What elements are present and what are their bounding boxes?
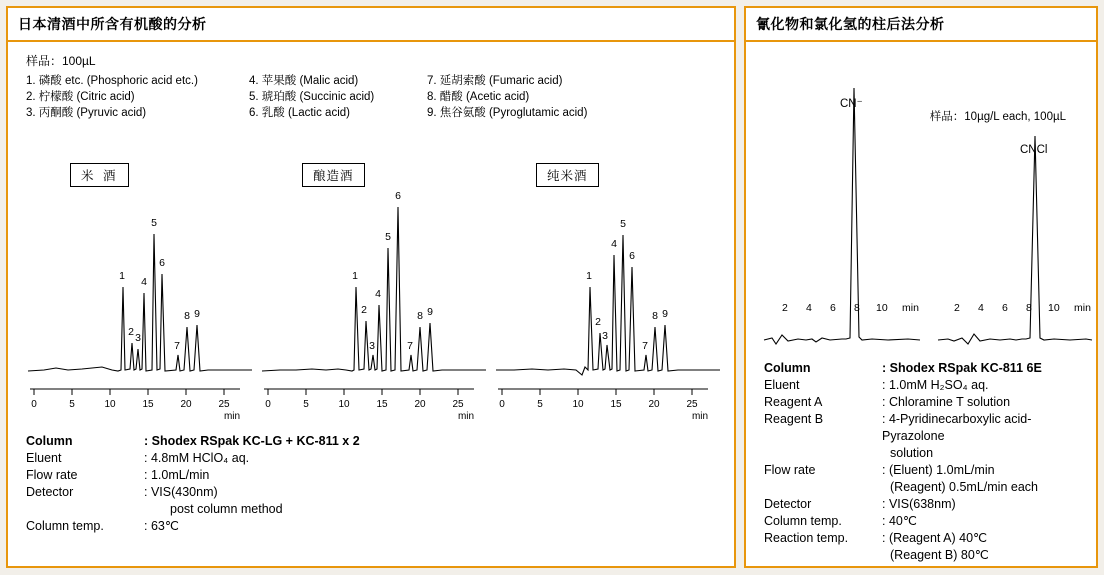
svg-text:25: 25 — [686, 399, 698, 410]
condition-row — [764, 547, 1084, 564]
condition-row — [26, 484, 722, 501]
condition-key: Eluent — [26, 451, 62, 465]
condition-key: Detector — [764, 497, 812, 511]
right-conditions-table — [764, 360, 1084, 564]
svg-text:6: 6 — [395, 190, 401, 202]
svg-text:9: 9 — [194, 308, 200, 320]
svg-text:1: 1 — [119, 270, 125, 282]
svg-text:0: 0 — [499, 399, 505, 410]
condition-row — [26, 433, 722, 450]
svg-text:10: 10 — [572, 399, 584, 410]
svg-text:10: 10 — [104, 399, 116, 410]
condition-key: Column temp. — [764, 514, 842, 528]
svg-text:2: 2 — [361, 304, 367, 316]
svg-text:7: 7 — [642, 340, 648, 352]
svg-text:0: 0 — [265, 399, 271, 410]
svg-text:20: 20 — [648, 399, 660, 410]
condition-key: Detector — [26, 485, 74, 499]
axis-tick: 4 — [806, 302, 812, 314]
svg-text:4: 4 — [611, 238, 617, 250]
condition-key — [764, 445, 882, 462]
svg-text:5: 5 — [537, 399, 543, 410]
legend-item: 6. 乳酸 (Lactic acid) — [249, 107, 350, 119]
condition-value: : Chloramine T solution — [882, 395, 1011, 409]
svg-text:25: 25 — [452, 399, 464, 410]
condition-row — [764, 530, 1084, 547]
condition-value: : 4.8mM HClO₄ aq. — [144, 451, 250, 465]
svg-text:20: 20 — [414, 399, 426, 410]
right-panel — [744, 6, 1098, 568]
legend-column-3 — [427, 73, 665, 121]
left-panel — [6, 6, 736, 568]
axis-tick: 6 — [830, 302, 836, 314]
condition-value: : VIS(430nm) — [144, 485, 218, 499]
condition-key — [26, 501, 144, 518]
condition-value: : 1.0mM H₂SO₄ aq. — [882, 378, 989, 392]
axis-tick: 8 — [1026, 302, 1032, 314]
svg-text:5: 5 — [620, 218, 626, 230]
condition-value: : Shodex RSpak KC-LG + KC-811 x 2 — [144, 434, 360, 448]
axis-tick: 10 — [876, 302, 888, 314]
svg-text:20: 20 — [180, 399, 192, 410]
condition-row — [764, 360, 1084, 377]
svg-text:3: 3 — [135, 332, 141, 344]
chromatogram-1 — [26, 127, 254, 427]
axis-tick: 2 — [954, 302, 960, 314]
svg-text:2: 2 — [595, 316, 601, 328]
svg-text:4: 4 — [141, 276, 147, 288]
svg-text:min: min — [457, 411, 475, 422]
svg-text:15: 15 — [376, 399, 388, 410]
svg-text:min: min — [223, 411, 241, 422]
condition-value: (Reagent B) 80℃ — [890, 548, 989, 562]
svg-text:9: 9 — [662, 308, 668, 320]
axis-tick: 6 — [1002, 302, 1008, 314]
svg-text:3: 3 — [602, 330, 608, 342]
chromatogram-1-trace — [26, 127, 254, 427]
svg-text:10: 10 — [338, 399, 350, 410]
legend-item: 5. 琥珀酸 (Succinic acid) — [249, 91, 375, 103]
svg-text:4: 4 — [375, 288, 381, 300]
condition-row — [764, 513, 1084, 530]
chromatogram-3 — [494, 127, 722, 427]
condition-key: Reagent B — [764, 412, 824, 426]
svg-text:7: 7 — [174, 340, 180, 352]
svg-text:0: 0 — [31, 399, 37, 410]
peak-label-cncl: CNCl — [1020, 144, 1048, 156]
svg-text:2: 2 — [128, 326, 134, 338]
condition-row — [26, 518, 722, 535]
svg-text:7: 7 — [407, 340, 413, 352]
condition-value: solution — [890, 446, 934, 460]
left-panel-body — [8, 42, 734, 543]
right-panel-body — [746, 42, 1096, 572]
legend-item: 8. 醋酸 (Acetic acid) — [427, 91, 530, 103]
svg-text:min: min — [691, 411, 709, 422]
condition-row — [764, 394, 1084, 411]
left-conditions-table — [26, 433, 722, 535]
left-panel-title: 日本清酒中所含有机酸的分析 — [8, 8, 734, 42]
axis-tick: 10 — [1048, 302, 1060, 314]
condition-key: Column — [26, 434, 73, 448]
chromatogram-1-label: 米 酒 — [70, 163, 129, 187]
svg-text:6: 6 — [629, 250, 635, 262]
condition-value: : 4-Pyridinecarboxylic acid-Pyrazolone — [882, 412, 1032, 443]
condition-value: (Reagent) 0.5mL/min each — [890, 480, 1038, 494]
right-panel-title: 氰化物和氯化氢的柱后法分析 — [746, 8, 1096, 42]
condition-key: Column — [764, 361, 811, 375]
legend-item: 4. 苹果酸 (Malic acid) — [249, 75, 359, 87]
condition-row — [26, 450, 722, 467]
svg-text:1: 1 — [352, 270, 358, 282]
right-sample-text: 样品：10µg/L each, 100µL — [929, 111, 1066, 123]
svg-text:5: 5 — [69, 399, 75, 410]
condition-key: Flow rate — [764, 463, 816, 477]
condition-key: Reaction temp. — [764, 531, 849, 545]
condition-row — [764, 462, 1084, 479]
condition-row — [26, 467, 722, 484]
svg-text:15: 15 — [142, 399, 154, 410]
axis-unit-label: min — [902, 302, 919, 314]
legend-column-2 — [249, 73, 427, 121]
chromatogram-2 — [260, 127, 488, 427]
left-sample-text: 样品：100µL — [26, 54, 96, 68]
svg-text:8: 8 — [184, 310, 190, 322]
left-legend — [26, 73, 722, 121]
condition-value: : VIS(638nm) — [882, 497, 956, 511]
condition-row — [764, 445, 1084, 462]
condition-row — [764, 496, 1084, 513]
svg-text:15: 15 — [610, 399, 622, 410]
axis-tick: 4 — [978, 302, 984, 314]
condition-key: Flow rate — [26, 468, 78, 482]
chromatogram-2-label: 酿造酒 — [302, 163, 365, 187]
peak-label-cn: CN⁻ — [840, 98, 863, 110]
condition-value: : 1.0mL/min — [144, 468, 210, 482]
svg-text:5: 5 — [303, 399, 309, 410]
legend-item: 2. 柠檬酸 (Citric acid) — [26, 91, 135, 103]
axis-unit-label: min — [1074, 302, 1091, 314]
chromatogram-2-trace — [260, 127, 488, 427]
svg-text:5: 5 — [151, 217, 157, 229]
condition-row — [26, 501, 722, 518]
condition-key: Eluent — [764, 378, 800, 392]
svg-text:25: 25 — [218, 399, 230, 410]
condition-key — [764, 479, 882, 496]
svg-text:8: 8 — [652, 310, 658, 322]
cyanide-chromatograms — [758, 50, 1094, 346]
svg-text:5: 5 — [385, 231, 391, 243]
condition-row — [764, 479, 1084, 496]
condition-value: : 40℃ — [882, 514, 917, 528]
condition-value: : 63℃ — [144, 519, 179, 533]
legend-column-1 — [26, 73, 249, 121]
left-chart-area — [20, 127, 722, 427]
svg-text:3: 3 — [369, 340, 375, 352]
axis-tick: 2 — [782, 302, 788, 314]
chromatogram-3-label: 纯米酒 — [536, 163, 599, 187]
condition-key — [764, 547, 882, 564]
condition-row — [764, 411, 1084, 445]
condition-row — [764, 377, 1084, 394]
legend-item: 7. 延胡索酸 (Fumaric acid) — [427, 75, 563, 87]
svg-text:6: 6 — [159, 257, 165, 269]
condition-value: post column method — [170, 502, 283, 516]
condition-key: Reagent A — [764, 395, 823, 409]
legend-item: 9. 焦谷氨酸 (Pyroglutamic acid) — [427, 107, 588, 119]
condition-value: : (Reagent A) 40℃ — [882, 531, 988, 545]
condition-value: : Shodex RSpak KC-811 6E — [882, 361, 1042, 375]
chromatogram-3-trace — [494, 127, 722, 427]
axis-tick: 8 — [854, 302, 860, 314]
condition-key: Column temp. — [26, 519, 104, 533]
legend-item: 3. 丙酮酸 (Pyruvic acid) — [26, 107, 147, 119]
svg-text:8: 8 — [417, 310, 423, 322]
condition-value: : (Eluent) 1.0mL/min — [882, 463, 995, 477]
svg-text:1: 1 — [586, 270, 592, 282]
right-chart-area — [758, 50, 1091, 346]
svg-text:9: 9 — [427, 306, 433, 318]
legend-item: 1. 磷酸 etc. (Phosphoric acid etc.) — [26, 75, 198, 87]
